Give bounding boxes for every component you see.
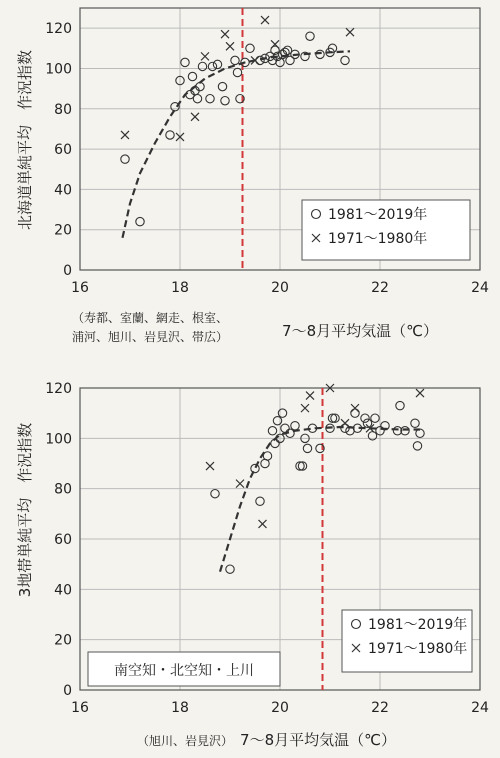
legend xyxy=(302,200,470,260)
x-tick-label: 16 xyxy=(71,700,89,716)
point-cross xyxy=(341,419,349,427)
x-tick-label: 24 xyxy=(471,280,489,296)
point-circle xyxy=(306,32,314,40)
y-tick-label: 80 xyxy=(54,481,72,498)
x-tick-label: 20 xyxy=(271,700,289,716)
point-circle xyxy=(188,72,196,80)
y-tick-label: 60 xyxy=(54,142,72,159)
point-circle xyxy=(211,490,219,498)
point-circle xyxy=(198,62,206,70)
legend xyxy=(342,610,472,672)
point-circle xyxy=(246,44,254,52)
point-circle xyxy=(303,444,311,452)
station-note: 浦河、旭川、岩見沢、帯広） xyxy=(71,330,229,344)
point-cross xyxy=(306,392,314,400)
point-circle xyxy=(136,217,144,225)
point-circle xyxy=(291,422,299,430)
chart-1 xyxy=(16,8,489,344)
y-tick-label: 0 xyxy=(63,683,72,699)
point-circle xyxy=(396,401,404,409)
y-tick-label: 80 xyxy=(54,101,72,118)
x-tick-label: 24 xyxy=(471,700,489,716)
y-axis-label: 3地帯単純平均 作況指数 xyxy=(16,422,34,598)
chart-2 xyxy=(16,381,489,749)
region-label: 南空知・北空知・上川 xyxy=(114,663,254,679)
x-tick-label: 18 xyxy=(171,700,189,716)
series-2 xyxy=(206,384,424,528)
point-cross xyxy=(191,113,199,121)
point-circle xyxy=(226,565,234,573)
point-cross xyxy=(416,389,424,397)
y-tick-label: 0 xyxy=(63,263,72,279)
y-tick-label: 60 xyxy=(54,532,72,548)
point-cross xyxy=(121,131,129,139)
point-circle xyxy=(256,497,264,505)
y-tick-label: 20 xyxy=(54,632,72,649)
x-tick-label: 22 xyxy=(371,280,389,296)
x-tick-label: 20 xyxy=(271,280,289,296)
point-circle xyxy=(181,58,189,66)
station-note: （寿都、室蘭、網走、根室、 xyxy=(71,311,229,325)
point-circle xyxy=(121,155,129,163)
point-circle xyxy=(268,427,276,435)
point-circle xyxy=(166,131,174,139)
y-tick-label: 120 xyxy=(45,21,72,38)
series-2 xyxy=(121,16,354,141)
point-circle xyxy=(341,56,349,64)
station-note: （旭川、岩見沢） xyxy=(136,734,234,748)
point-circle xyxy=(251,464,259,472)
x-axis-label: 7〜8月平均気温（℃） xyxy=(282,322,438,340)
point-circle xyxy=(221,97,229,105)
point-circle xyxy=(208,62,216,70)
point-cross xyxy=(236,480,244,488)
point-circle xyxy=(213,60,221,68)
point-cross xyxy=(261,16,269,24)
point-circle xyxy=(263,452,271,460)
point-cross xyxy=(351,404,359,412)
series-1 xyxy=(121,32,349,226)
region-label-box xyxy=(88,652,280,686)
point-cross xyxy=(301,404,309,412)
point-circle xyxy=(256,56,264,64)
point-circle xyxy=(231,56,239,64)
point-cross xyxy=(271,40,279,48)
point-circle xyxy=(233,68,241,76)
point-circle xyxy=(411,419,419,427)
point-cross xyxy=(201,52,209,60)
point-cross xyxy=(226,42,234,50)
y-tick-label: 100 xyxy=(45,61,72,78)
trend-curve xyxy=(220,427,420,572)
x-tick-label: 16 xyxy=(71,280,89,296)
point-circle xyxy=(281,424,289,432)
point-cross xyxy=(346,28,354,36)
y-tick-label: 20 xyxy=(54,222,72,239)
point-cross xyxy=(206,462,214,470)
point-cross xyxy=(221,30,229,38)
point-circle xyxy=(371,414,379,422)
y-tick-label: 40 xyxy=(54,582,72,599)
y-tick-label: 40 xyxy=(54,182,72,199)
legend-label: 1981〜2019年 xyxy=(328,207,428,223)
y-tick-label: 100 xyxy=(45,431,72,448)
point-circle xyxy=(193,94,201,102)
x-axis-label: 7〜8月平均気温（℃） xyxy=(240,731,396,749)
point-circle xyxy=(218,82,226,90)
legend-label: 1971〜1980年 xyxy=(368,641,468,657)
y-tick-label: 120 xyxy=(45,381,72,397)
point-circle xyxy=(413,442,421,450)
x-tick-label: 18 xyxy=(171,280,189,296)
legend-label: 1981〜2019年 xyxy=(368,617,468,633)
point-circle xyxy=(206,94,214,102)
x-tick-label: 22 xyxy=(371,700,389,716)
legend-label: 1971〜1980年 xyxy=(328,231,428,247)
point-circle xyxy=(316,50,324,58)
point-circle xyxy=(361,414,369,422)
y-axis-label: 北海道単純平均 作況指数 xyxy=(16,49,34,231)
point-cross xyxy=(259,520,267,528)
